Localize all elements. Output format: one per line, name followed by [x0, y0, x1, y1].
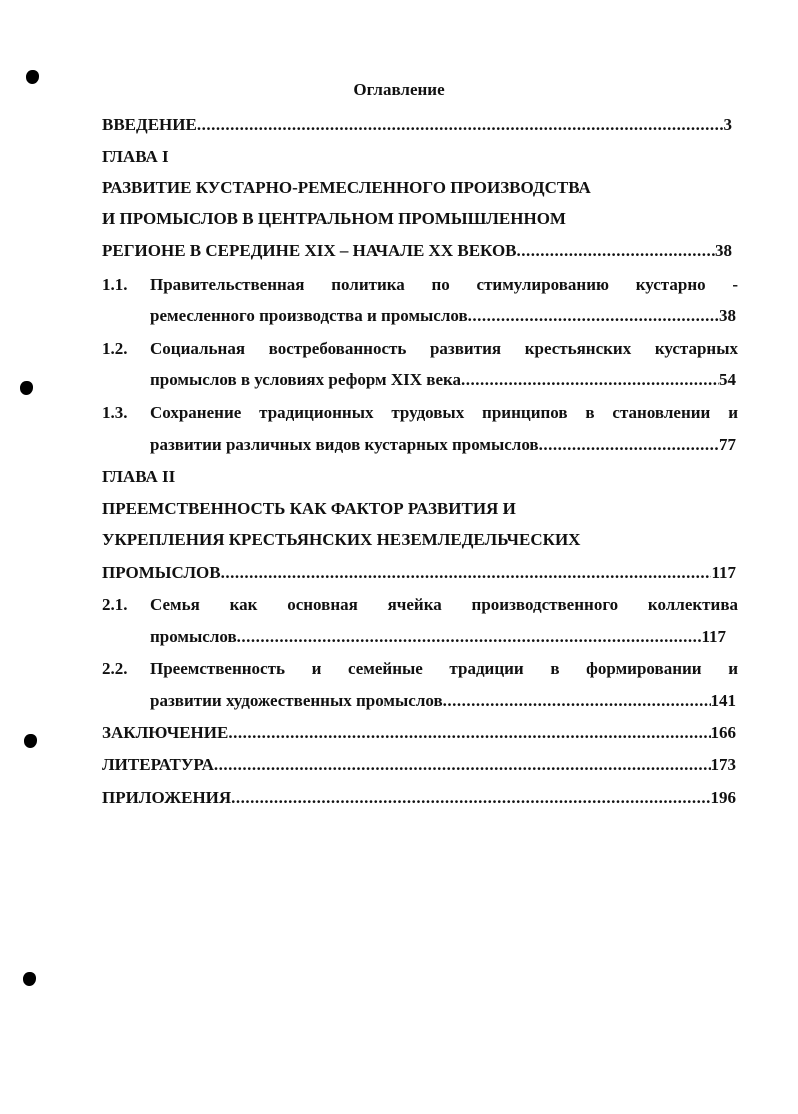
section-number: 1.3.	[102, 403, 128, 422]
scan-speck	[23, 972, 36, 986]
leader-dots	[197, 114, 724, 136]
toc-page-number: 54	[719, 370, 736, 389]
toc-title: Оглавление	[353, 80, 445, 99]
toc-entry-label: ПРИЛОЖЕНИЯ	[102, 788, 232, 807]
scan-speck	[24, 734, 37, 748]
toc-section-1-1-cont	[150, 305, 736, 327]
toc-page-number: 3	[723, 115, 732, 134]
chapter-1-title-line: РАЗВИТИЕ КУСТАРНО-РЕМЕСЛЕННОГО ПРОИЗВОДСТВА	[102, 178, 591, 197]
chapter-2-title-line: ПРОМЫСЛОВ	[102, 563, 221, 582]
section-title-line: Семья как основная ячейка производственного коллектива	[150, 595, 738, 614]
section-title-line: Правительственная политика по стимулированию кустарно -	[150, 275, 738, 294]
leader-dots	[517, 240, 716, 262]
leader-dots	[539, 434, 719, 456]
scan-speck	[20, 381, 33, 395]
chapter-2-title-line: УКРЕПЛЕНИЯ КРЕСТЬЯНСКИХ НЕЗЕМЛЕДЕЛЬЧЕСКИХ	[102, 530, 581, 549]
toc-section-2-2	[102, 658, 738, 680]
leader-dots	[214, 754, 711, 776]
chapter-1-title-line: РЕГИОНЕ В СЕРЕДИНЕ XIX – НАЧАЛЕ XX ВЕКОВ	[102, 241, 517, 260]
chapter-1-title-line: И ПРОМЫСЛОВ В ЦЕНТРАЛЬНОМ ПРОМЫШЛЕННОМ	[102, 209, 566, 228]
leader-dots	[468, 305, 719, 327]
toc-section-2-1-cont	[150, 626, 726, 648]
section-title-line: развитии различных видов кустарных промыслов	[150, 435, 539, 454]
toc-section-2-2-cont	[150, 690, 736, 712]
section-number: 1.2.	[102, 339, 128, 358]
toc-entry-literature	[102, 754, 736, 776]
toc-section-1-3-cont	[150, 434, 736, 456]
toc-section-2-1	[102, 594, 738, 616]
toc-page-number: 173	[710, 755, 736, 774]
leader-dots	[221, 562, 712, 584]
chapter-2-title-line: ПРЕЕМСТВЕННОСТЬ КАК ФАКТОР РАЗВИТИЯ И	[102, 499, 516, 518]
toc-page-number: 117	[711, 563, 736, 582]
toc-page-number: 77	[719, 435, 736, 454]
chapter-2-title-last	[102, 562, 736, 584]
section-title-line: промыслов	[150, 627, 237, 646]
section-title-line: Преемственность и семейные традиции в формировании и	[150, 659, 738, 678]
toc-entry-intro	[102, 114, 732, 136]
toc-section-1-1	[102, 274, 738, 296]
toc-entry-label: ЛИТЕРАТУРА	[102, 755, 214, 774]
section-number: 1.1.	[102, 275, 128, 294]
toc-entry-appendix	[102, 787, 736, 809]
section-title-line: ремесленного производства и промыслов	[150, 306, 468, 325]
section-number: 2.2.	[102, 659, 128, 678]
toc-page-number: 196	[710, 788, 736, 807]
section-title-line: Сохранение традиционных трудовых принципов в становлении и	[150, 403, 738, 422]
toc-entry-label: ВВЕДЕНИЕ	[102, 115, 197, 134]
section-title-line: Социальная востребованность развития крестьянских кустарных	[150, 339, 738, 358]
toc-page-number: 38	[715, 241, 732, 260]
toc-page-number: 141	[710, 691, 736, 710]
leader-dots	[231, 787, 710, 809]
chapter-1-heading: ГЛАВА I	[102, 147, 169, 166]
leader-dots	[443, 690, 711, 712]
leader-dots	[228, 722, 710, 744]
section-number: 2.1.	[102, 595, 128, 614]
chapter-2-heading: ГЛАВА II	[102, 467, 176, 486]
toc-section-1-3	[102, 402, 738, 424]
leader-dots	[461, 369, 719, 391]
toc-entry-label: ЗАКЛЮЧЕНИЕ	[102, 723, 229, 742]
toc-page-number: 38	[719, 306, 736, 325]
section-title-line: промыслов в условиях реформ XIX века	[150, 370, 462, 389]
toc-page-number: 166	[710, 723, 736, 742]
section-title-line: развитии художественных промыслов	[150, 691, 443, 710]
toc-page-number: 117	[701, 627, 726, 646]
toc-entry-conclusion	[102, 722, 736, 744]
toc-section-1-2-cont	[150, 369, 736, 391]
leader-dots	[237, 626, 702, 648]
chapter-1-title-last	[102, 240, 732, 262]
toc-section-1-2	[102, 338, 738, 360]
